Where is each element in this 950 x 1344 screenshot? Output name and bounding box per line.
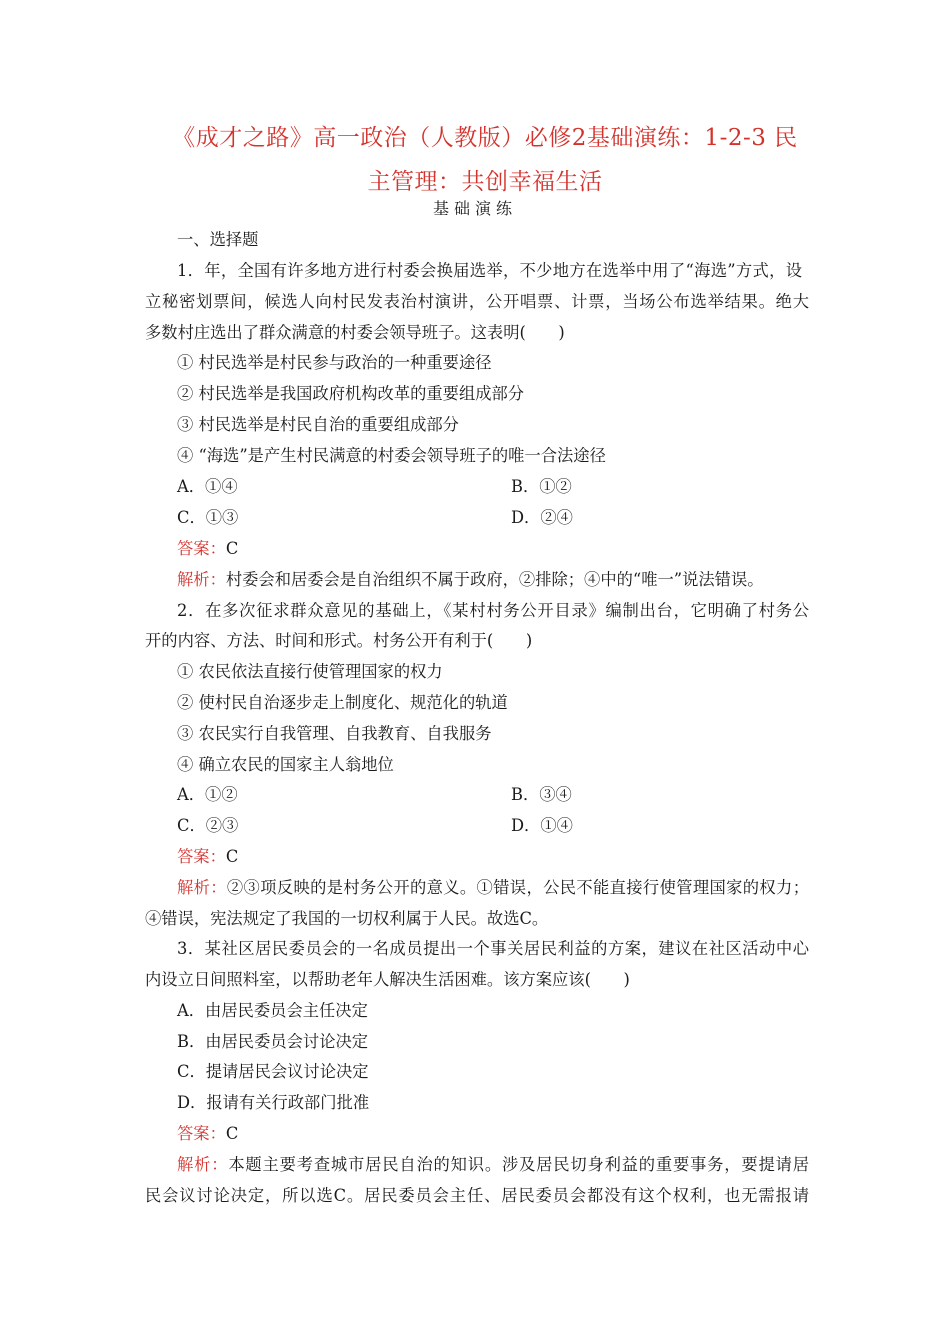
- q1-statement-2: ② 村民选举是我国政府机构改革的重要组成部分: [177, 384, 525, 403]
- q1-option-b: B．①②: [511, 477, 572, 496]
- analysis-label: 解析：: [177, 878, 227, 897]
- q3-analysis-line-1: [177, 1154, 809, 1176]
- q2-option-a: A．①②: [177, 785, 238, 804]
- subtitle: 基础演练: [432, 199, 517, 218]
- answer-label: 答案：: [177, 1124, 226, 1143]
- q3-option-d: D．报请有关行政部门批准: [177, 1093, 370, 1112]
- title-line-2: 主管理：共创幸福生活: [367, 169, 603, 195]
- q1-analysis: [177, 569, 764, 591]
- q3-stem-line-2: 内设立日间照料室，以帮助老年人解决生活困难。该方案应该( ): [145, 970, 630, 989]
- q3-option-a: A．由居民委员会主任决定: [177, 1001, 368, 1020]
- analysis-label: 解析：: [177, 570, 226, 589]
- q1-stem-line-2: 立秘密划票间，候选人向村民发表治村演讲，公开唱票、计票，当场公布选举结果。绝大: [145, 292, 809, 311]
- q1-stem-line-1: 1．年，全国有许多地方进行村委会换届选举，不少地方在选举中用了“海选”方式，设: [177, 261, 802, 280]
- q1-stem-line-3: 多数村庄选出了群众满意的村委会领导班子。这表明( ): [145, 323, 565, 342]
- q2-answer: [177, 846, 238, 868]
- q3-option-c: C．提请居民会议讨论决定: [177, 1062, 369, 1081]
- q3-answer: [177, 1123, 238, 1145]
- q2-option-c: C．②③: [177, 816, 239, 835]
- q1-statement-3: ③ 村民选举是村民自治的重要组成部分: [177, 415, 459, 434]
- answer-value: C: [225, 1124, 239, 1143]
- q1-option-a: A．①④: [177, 477, 238, 496]
- q1-statement-4: ④ “海选”是产生村民满意的村委会领导班子的唯一合法途径: [177, 446, 606, 465]
- analysis-text: 村委会和居委会是自治组织不属于政府，②排除；④中的“唯一”说法错误。: [225, 570, 764, 589]
- analysis-text: 本题主要考查城市居民自治的知识。涉及居民切身利益的重要事务，要提请居: [228, 1155, 809, 1174]
- section-heading: 一、选择题: [177, 230, 259, 249]
- analysis-text: ②③项反映的是村务公开的意义。①错误，公民不能直接行使管理国家的权力；: [226, 878, 809, 897]
- q2-option-b: B．③④: [511, 785, 572, 804]
- q2-statement-1: ① 农民依法直接行使管理国家的权力: [177, 662, 443, 681]
- answer-value: C: [225, 539, 239, 558]
- q2-analysis-line-1: [177, 877, 809, 899]
- q2-statement-2: ② 使村民自治逐步走上制度化、规范化的轨道: [177, 693, 508, 712]
- q1-answer: [177, 538, 238, 560]
- answer-label: 答案：: [177, 539, 226, 558]
- q1-option-d: D．②④: [511, 508, 573, 527]
- q2-statement-3: ③ 农民实行自我管理、自我教育、自我服务: [177, 724, 492, 743]
- q3-stem-line-1: 3．某社区居民委员会的一名成员提出一个事关居民利益的方案，建议在社区活动中心: [177, 939, 809, 958]
- title-line-1: 《成才之路》高一政治（人教版）必修2基础演练：1-2-3 民: [172, 125, 798, 151]
- q3-analysis-line-2: 民会议讨论决定，所以选C。居民委员会主任、居民委员会都没有这个权利，也无需报请: [145, 1186, 809, 1205]
- answer-label: 答案：: [177, 847, 226, 866]
- q2-stem-line-1: 2．在多次征求群众意见的基础上，《某村村务公开目录》编制出台，它明确了村务公: [177, 601, 809, 620]
- q1-option-c: C．①③: [177, 508, 239, 527]
- document-title: [140, 116, 830, 204]
- answer-value: C: [225, 847, 239, 866]
- q2-analysis-line-2: ④错误，宪法规定了我国的一切权利属于人民。故选C。: [145, 909, 549, 928]
- q2-option-d: D．①④: [511, 816, 573, 835]
- analysis-label: 解析：: [177, 1155, 229, 1174]
- q2-stem-line-2: 开的内容、方法、时间和形式。村务公开有利于( ): [145, 631, 533, 650]
- q2-statement-4: ④ 确立农民的国家主人翁地位: [177, 755, 394, 774]
- q3-option-b: B．由居民委员会讨论决定: [177, 1032, 369, 1051]
- q1-statement-1: ① 村民选举是村民参与政治的一种重要途径: [177, 353, 492, 372]
